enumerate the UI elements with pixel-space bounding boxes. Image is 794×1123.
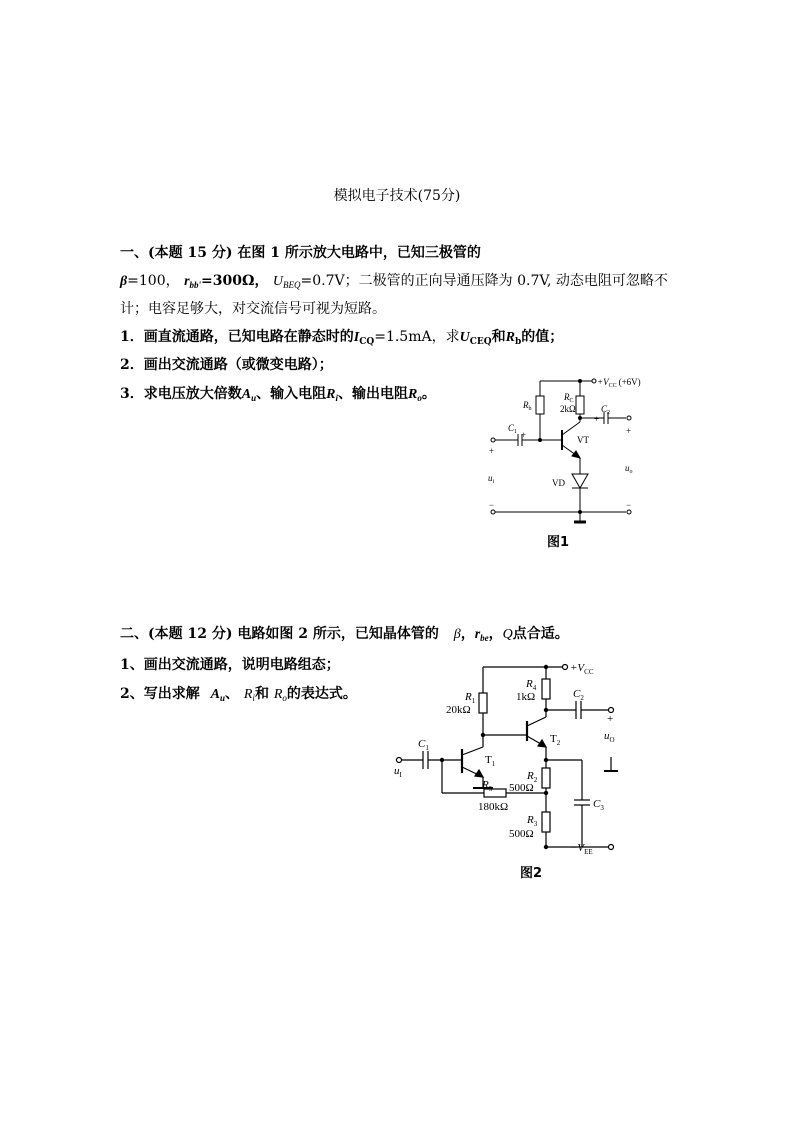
- rb-label: $R_b$: [523, 400, 532, 412]
- uo-plus: +: [626, 426, 632, 436]
- c1b-label: $C_1$: [418, 738, 429, 752]
- q1-heading: 一、(本题 15 分) 在图 1 所示放大电路中，已知三极管的: [120, 245, 481, 261]
- r4-label: $R_4$: [526, 678, 537, 692]
- r4-resistor: [542, 679, 550, 699]
- q1-item3: 3．求电压放大倍数$A_u$、输入电阻$R_i$、输出电阻$R_o$。: [120, 386, 436, 403]
- c2-plus: +: [594, 414, 600, 424]
- page-title: 模拟电子技术(75分): [333, 188, 461, 204]
- rc-resistor: [576, 396, 584, 414]
- uo2-plus: +: [607, 713, 614, 725]
- r3-resistor: [542, 812, 550, 832]
- r2-value: 500Ω: [509, 782, 534, 794]
- c3-label: $C_3$: [593, 798, 604, 812]
- q2-item2: 2、写出求解 $A_u$、 $R_i$和 $R_o$的表达式。: [120, 686, 357, 703]
- uo-minus: −: [626, 500, 632, 510]
- q2-heading: 二、(本题 12 分) 电路如图 2 所示，已知晶体管的 β，$r_{be}$，Q点合适。: [120, 626, 569, 643]
- r4-value: 1kΩ: [516, 691, 536, 703]
- uo-label: $u_o$: [625, 463, 633, 475]
- t1-label: $T_1$: [485, 754, 496, 768]
- figure-2-circuit: [390, 655, 660, 865]
- vcc2-label: $+V_{CC}$: [570, 662, 594, 676]
- r3-value: 500Ω: [509, 828, 534, 840]
- r2-resistor: [542, 768, 550, 788]
- r3-label: $R_3$: [527, 814, 538, 828]
- c1-label: $C_1$: [508, 423, 518, 435]
- t2-label: $T_2$: [550, 733, 561, 747]
- ui-plus: +: [489, 446, 495, 456]
- r1-resistor: [479, 693, 487, 713]
- r5-value: 180kΩ: [478, 801, 509, 813]
- r1-label: $R_1$: [465, 691, 476, 705]
- vcc-label: $+V_{CC}$ (+6V): [597, 377, 641, 389]
- vt-label: VT: [577, 435, 589, 445]
- q1-line3: 计；电容足够大，对交流信号可视为短路。: [120, 301, 386, 317]
- vd-label: VD: [552, 478, 565, 488]
- rc-value: 2kΩ: [560, 404, 576, 414]
- ui-label: $u_i$: [488, 473, 495, 485]
- c1-plus: +: [521, 430, 527, 440]
- figure-1-circuit: [480, 370, 665, 555]
- vd-diode: [572, 474, 588, 488]
- uo2-label: $u_O$: [604, 730, 615, 744]
- q2-item1: 1、画出交流通路，说明电路组态；: [120, 657, 340, 673]
- figure-1-caption: 图1: [547, 535, 570, 550]
- q1-params: β=100， $r_{bb'}=300\Omega$， $U_{BEQ}=0.7V$；二极管的正向导通压降为 0.7V, 动态电阻可忽略不: [120, 273, 668, 290]
- c2b-label: $C_2$: [573, 688, 584, 702]
- rb-resistor: [536, 396, 544, 414]
- q1-item2: 2．画出交流通路（或微变电路）；: [120, 357, 333, 373]
- rc-label: $R_C$: [564, 392, 574, 404]
- r5-label: $R_5$: [482, 779, 493, 793]
- ui2-label: $u_I$: [394, 765, 402, 779]
- q1-item1: 1．画直流通路，已知电路在静态时的$I_{CQ}=1.5mA$，求$U_{CEQ}$和$R_b$的值；: [120, 329, 564, 347]
- figure-2-caption: 图2: [520, 866, 543, 881]
- r2-label: $R_2$: [527, 770, 538, 784]
- c2-label: $C_2$: [601, 404, 611, 416]
- ui-minus: −: [489, 500, 495, 510]
- r1-value: 20kΩ: [446, 704, 471, 716]
- vee-label: $-V_{EE}$: [570, 842, 593, 856]
